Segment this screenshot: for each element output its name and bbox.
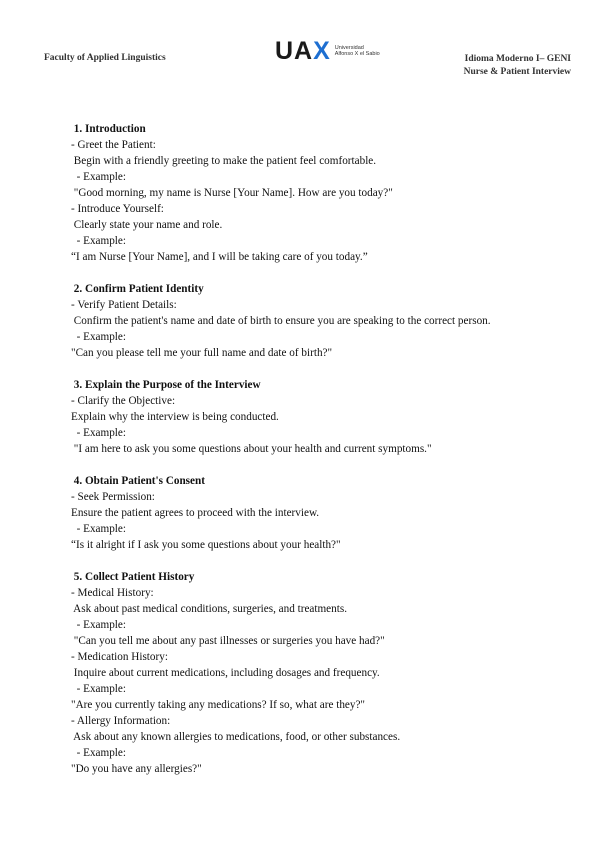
- logo-mark: UAX: [275, 37, 331, 65]
- section-line: - Verify Patient Details:: [71, 299, 177, 311]
- section-line: "Good morning, my name is Nurse [Your Name]. How are you today?": [71, 187, 393, 199]
- section-line: - Example:: [71, 331, 126, 343]
- section: [71, 377, 571, 457]
- section-line: - Example:: [71, 619, 126, 631]
- section: [71, 281, 571, 361]
- logo-subtitle: Universidad Alfonso X el Sabio: [334, 44, 380, 57]
- section-line: Ask about any known allergies to medications, food, or other substances.: [71, 731, 401, 743]
- section-line: - Seek Permission:: [71, 491, 155, 503]
- section-line: - Clarify the Objective:: [71, 395, 176, 407]
- section-heading: 5. Collect Patient History: [71, 571, 195, 583]
- section-line: "Do you have any allergies?": [71, 763, 202, 775]
- section: [71, 121, 571, 265]
- section-line: - Example:: [71, 171, 126, 183]
- uax-logo: [275, 38, 380, 64]
- section-line: - Allergy Information:: [71, 715, 171, 727]
- course-title: Idioma Moderno I– GENI: [464, 54, 571, 64]
- section-spacer: [71, 361, 571, 377]
- section-line: - Medication History:: [71, 651, 168, 663]
- section-line: - Medical History:: [71, 587, 154, 599]
- section-line: Inquire about current medications, including dosages and frequency.: [71, 667, 380, 679]
- section-line: "Can you please tell me your full name and date of birth?": [71, 347, 333, 359]
- section-line: Ensure the patient agrees to proceed with the interview.: [71, 507, 320, 519]
- section-heading: 3. Explain the Purpose of the Interview: [71, 379, 261, 391]
- page-header: [0, 36, 600, 82]
- section-spacer: [71, 553, 571, 569]
- section-line: - Introduce Yourself:: [71, 203, 164, 215]
- section-line: - Greet the Patient:: [71, 139, 156, 151]
- section-line: “I am Nurse [Your Name], and I will be taking care of you today.”: [71, 251, 368, 263]
- section-line: - Example:: [71, 235, 126, 247]
- section-line: "Are you currently taking any medications? If so, what are they?": [71, 699, 365, 711]
- document-body: [71, 121, 571, 777]
- section-line: "Can you tell me about any past illnesses or surgeries you have had?": [71, 635, 385, 647]
- section-spacer: [71, 265, 571, 281]
- section-heading: 4. Obtain Patient's Consent: [71, 475, 205, 487]
- section-line: Confirm the patient's name and date of birth to ensure you are speaking to the correct person.: [71, 315, 491, 327]
- section-line: Explain why the interview is being conducted.: [71, 411, 279, 423]
- section-line: - Example:: [71, 427, 126, 439]
- section-heading: 1. Introduction: [71, 123, 146, 135]
- section-spacer: [71, 457, 571, 473]
- section: [71, 473, 571, 553]
- section-line: "I am here to ask you some questions about your health and current symptoms.": [71, 443, 432, 455]
- document-title: Nurse & Patient Interview: [463, 67, 571, 77]
- section-line: - Example:: [71, 747, 126, 759]
- section-line: - Example:: [71, 683, 126, 695]
- section-line: Ask about past medical conditions, surgeries, and treatments.: [71, 603, 348, 615]
- section-line: Clearly state your name and role.: [71, 219, 223, 231]
- section-line: Begin with a friendly greeting to make the patient feel comfortable.: [71, 155, 377, 167]
- faculty-label: Faculty of Applied Linguistics: [44, 53, 166, 63]
- section: [71, 569, 571, 777]
- section-line: - Example:: [71, 523, 126, 535]
- section-heading: 2. Confirm Patient Identity: [71, 283, 204, 295]
- course-info: [464, 53, 571, 79]
- section-line: “Is it alright if I ask you some questions about your health?": [71, 539, 341, 551]
